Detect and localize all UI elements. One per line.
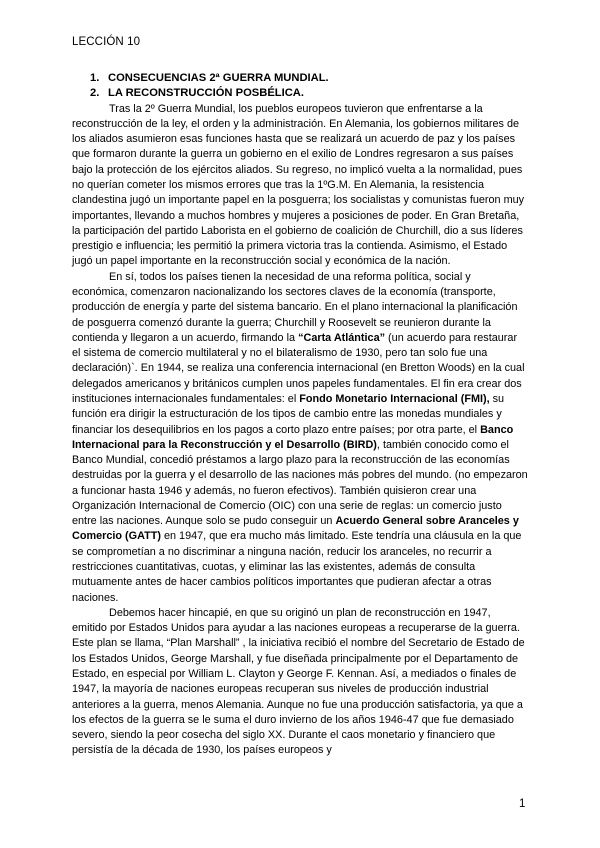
paragraph-2-text: (un acuerdo para restaurar el sistema de comercio multilateral y no el bilateralismo de 1930, pero tan solo fue una declaración)`. En 1944, se realiza una conferencia internacional (en Bretton Woods) en la cual delegados americanos y británicos cumplen unos papeles fundamentales. El fin era crear dos instituciones internacionales fundamentales: el bbox=[72, 331, 525, 405]
bird-term: Banco Internacional para la Reconstrucción y el Desarrollo (BIRD) bbox=[72, 423, 514, 451]
paragraph-1: Tras la 2º Guerra Mundial, los pueblos europeos tuvieron que enfrentarse a la reconstrucción de la ley, el orden y la administración. En Alemania, los gobiernos militares de los aliados asumieron esas funciones hasta que se realizará un acuerdo de paz y los países que formaron durante la guerra un gobierno en el exilio de Londres regresaron a sus países bajo la protección de los ejércitos aliados. Su regreso, no implicó vuelta a la normalidad, pues no querían cometer los mismos errores que tras la 1ºG.M. En Alemania, la resistencia clandestina jugó un importante papel en la posguerra; los socialistas y comunistas fueron muy importantes, llevando a muchos hombres y mujeres a posiciones de poder. En Gran Bretaña, la participación del partido Laborista en el gobierno de coalición de Churchill, dio a sus líderes prestigio e influencia; les permitió la primera victoria tras la contienda. Asimismo, el Estado jugó un papel importante en la reconstrucción social y económica de la nación. bbox=[72, 102, 525, 268]
document-body bbox=[72, 71, 528, 759]
carta-atlantica-term: “Carta Atlántica” bbox=[298, 331, 386, 344]
fmi-term: Fondo Monetario Internacional (FMI), bbox=[299, 392, 490, 405]
paragraph-2-text: en 1947, que era mucho más limitado. Este tendría una cláusula en la que se comprometían a no discriminar a ninguna nación, reducir los aranceles, no recurrir a restricciones cuantitativas, cuotas, y eliminar las las existentes, además de consulta mutuamente antes de hacer cambios políticos importantes que pudieran afectar a otras naciones. bbox=[72, 530, 522, 604]
page-number: 1 bbox=[519, 798, 526, 810]
paragraph-2-text: En sí, todos los países tienen la necesidad de una reforma política, social y económica, comenzaron nacionalizando los sectores claves de la economía (transporte, producción de energía y parte del sistema bancario. En el plano internacional la planificación de posguerra comenzó durante la guerra; Churchill y Roosevelt se reunieron durante la contienda y llegaron a un acuerdo, firmando la bbox=[72, 270, 518, 344]
paragraph-2 bbox=[72, 270, 528, 606]
paragraph-2-text: su función era dirigir la estructuración de los tipos de cambio entre las monedas mundiales y financiar los desequilibrios en los pagos a corto plazo entre países; por otra parte, el bbox=[72, 392, 505, 436]
gatt-term: Acuerdo General sobre Aranceles y Comercio (GATT) bbox=[72, 515, 519, 543]
paragraph-3: Debemos hacer hincapié, en que su originó un plan de reconstrucción en 1947, emitido por Estados Unidos para ayudar a las naciones europeas a recuperarse de la guerra. Este plan se llama, “Plan Marshall” , la iniciativa recibió el nombre del Secretario de Estado de los Estados Unidos, George Marshall, y fue diseñada principalmente por el Departamento de Estado, en especial por William L. Clayton y George F. Kennan. Así, a mediados o finales de 1947, la mayoría de naciones europeas recuperan sus niveles de producción industrial anteriores a la guerra, menos Alemania. Aunque no fue una producción satisfactoria, ya que a los efectos de la guerra se le suma el duro invierno de los años 1946-47 que fue demasiado severo, siendo la peor cosecha del siglo XX. Durante el caos monetario y financiero que persistía de la década de 1930, los países europeos y bbox=[72, 606, 525, 757]
heading-number: 2. bbox=[90, 87, 100, 100]
heading-consecuencias bbox=[72, 71, 528, 86]
heading-text: CONSECUENCIAS 2ª GUERRA MUNDIAL. bbox=[108, 72, 329, 84]
section-headings bbox=[72, 71, 528, 102]
paragraph-2-text: , también conocido como el Banco Mundial, concedió préstamos a largo plazo para la reconstrucción de las economías destruidas por la guerra y el desarrollo de las naciones más pobres del mundo. (no empezaron a funcionar hasta 1946 y además, no fueron efectivos). También quisieron crear una Organización Internacional de Comercio (OIC) con una serie de reglas: un comercio justo entre las naciones. Aunque solo se pudo conseguir un bbox=[72, 438, 528, 528]
heading-number: 1. bbox=[90, 72, 100, 84]
heading-reconstruccion bbox=[72, 86, 528, 101]
heading-text: LA RECONSTRUCCIÓN POSBÉLICA. bbox=[108, 87, 304, 100]
page-header: LECCIÓN 10 bbox=[72, 36, 141, 48]
